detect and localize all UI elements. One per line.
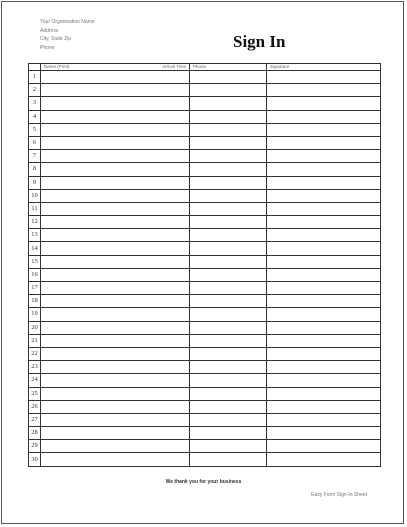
row-number: 3	[29, 97, 41, 110]
phone-cell[interactable]	[190, 347, 267, 360]
row-number: 5	[29, 123, 41, 136]
phone-cell[interactable]	[190, 216, 267, 229]
signature-cell[interactable]	[267, 71, 381, 84]
row-number: 22	[29, 347, 41, 360]
phone-cell[interactable]	[190, 400, 267, 413]
name-cell[interactable]	[41, 334, 190, 347]
signature-cell[interactable]	[267, 97, 381, 110]
row-number: 15	[29, 255, 41, 268]
name-cell[interactable]	[41, 71, 190, 84]
row-number: 18	[29, 295, 41, 308]
header-name-arrival	[41, 64, 190, 71]
page-title: Sign In	[233, 32, 286, 51]
table-row	[29, 268, 381, 281]
row-number: 25	[29, 387, 41, 400]
name-cell[interactable]	[41, 308, 190, 321]
row-number: 19	[29, 308, 41, 321]
signature-cell[interactable]	[267, 163, 381, 176]
signature-cell[interactable]	[267, 150, 381, 163]
row-number: 24	[29, 374, 41, 387]
phone-cell[interactable]	[190, 387, 267, 400]
phone-cell[interactable]	[190, 255, 267, 268]
row-number: 7	[29, 150, 41, 163]
row-number: 21	[29, 334, 41, 347]
phone-cell[interactable]	[190, 97, 267, 110]
phone-cell[interactable]	[190, 321, 267, 334]
organization-header	[40, 18, 95, 52]
phone-cell[interactable]	[190, 123, 267, 136]
signature-cell[interactable]	[267, 84, 381, 97]
thank-you-note: We thank you for your business	[165, 479, 242, 485]
row-number: 6	[29, 136, 41, 149]
signature-cell[interactable]	[267, 308, 381, 321]
table-row	[29, 295, 381, 308]
signature-cell[interactable]	[267, 374, 381, 387]
row-number: 27	[29, 413, 41, 426]
table-row	[29, 123, 381, 136]
phone-cell[interactable]	[190, 163, 267, 176]
row-number: 9	[29, 176, 41, 189]
signature-cell[interactable]	[267, 136, 381, 149]
name-cell[interactable]	[41, 440, 190, 453]
signature-cell[interactable]	[267, 202, 381, 215]
phone-cell[interactable]	[190, 176, 267, 189]
sign-in-table	[28, 63, 381, 467]
table-row	[29, 242, 381, 255]
table-row	[29, 427, 381, 440]
table-row	[29, 347, 381, 360]
signature-cell[interactable]	[267, 216, 381, 229]
signature-cell[interactable]	[267, 123, 381, 136]
row-number: 17	[29, 282, 41, 295]
name-cell[interactable]	[41, 400, 190, 413]
row-number: 30	[29, 453, 41, 466]
table-row	[29, 387, 381, 400]
name-cell[interactable]	[41, 110, 190, 123]
table-row	[29, 176, 381, 189]
phone-cell[interactable]	[190, 334, 267, 347]
organization-city: City, State Zip	[40, 36, 72, 42]
table-row	[29, 189, 381, 202]
name-cell[interactable]	[41, 242, 190, 255]
signature-cell[interactable]	[267, 427, 381, 440]
table-row	[29, 400, 381, 413]
signature-cell[interactable]	[267, 361, 381, 374]
header-number	[29, 64, 41, 71]
signature-cell[interactable]	[267, 347, 381, 360]
signature-cell[interactable]	[267, 282, 381, 295]
name-cell[interactable]	[41, 163, 190, 176]
row-number: 12	[29, 216, 41, 229]
name-cell[interactable]	[41, 347, 190, 360]
signature-cell[interactable]	[267, 229, 381, 242]
table-row	[29, 308, 381, 321]
table-row	[29, 255, 381, 268]
signature-cell[interactable]	[267, 295, 381, 308]
name-cell[interactable]	[41, 268, 190, 281]
row-number: 29	[29, 440, 41, 453]
phone-cell[interactable]	[190, 71, 267, 84]
row-number: 11	[29, 202, 41, 215]
row-number: 16	[29, 268, 41, 281]
signature-cell[interactable]	[267, 268, 381, 281]
table-row	[29, 71, 381, 84]
header-signature: Signature	[267, 64, 381, 71]
table-row	[29, 110, 381, 123]
name-cell[interactable]	[41, 202, 190, 215]
signature-cell[interactable]	[267, 453, 381, 466]
name-cell[interactable]	[41, 321, 190, 334]
table-row	[29, 334, 381, 347]
name-cell[interactable]	[41, 361, 190, 374]
row-number: 4	[29, 110, 41, 123]
signature-cell[interactable]	[267, 440, 381, 453]
name-cell[interactable]	[41, 255, 190, 268]
phone-cell[interactable]	[190, 453, 267, 466]
table-row	[29, 163, 381, 176]
phone-cell[interactable]	[190, 440, 267, 453]
row-number: 2	[29, 84, 41, 97]
table-row	[29, 84, 381, 97]
name-cell[interactable]	[41, 453, 190, 466]
table-row	[29, 453, 381, 466]
signature-cell[interactable]	[267, 413, 381, 426]
name-cell[interactable]	[41, 374, 190, 387]
header-name: Name (Print)	[44, 64, 70, 69]
signature-cell[interactable]	[267, 387, 381, 400]
name-cell[interactable]	[41, 413, 190, 426]
phone-cell[interactable]	[190, 268, 267, 281]
organization-phone: Phone	[40, 44, 55, 51]
name-cell[interactable]	[41, 136, 190, 149]
row-number: 13	[29, 229, 41, 242]
table-row	[29, 216, 381, 229]
name-cell[interactable]	[41, 427, 190, 440]
name-cell[interactable]	[41, 150, 190, 163]
table-row	[29, 229, 381, 242]
signature-cell[interactable]	[267, 334, 381, 347]
phone-cell[interactable]	[190, 229, 267, 242]
name-cell[interactable]	[41, 229, 190, 242]
name-cell[interactable]	[41, 123, 190, 136]
table-row	[29, 150, 381, 163]
phone-cell[interactable]	[190, 150, 267, 163]
name-cell[interactable]	[41, 189, 190, 202]
phone-cell[interactable]	[190, 295, 267, 308]
signature-cell[interactable]	[267, 255, 381, 268]
row-number: 26	[29, 400, 41, 413]
phone-cell[interactable]	[190, 110, 267, 123]
row-number: 14	[29, 242, 41, 255]
phone-cell[interactable]	[190, 361, 267, 374]
phone-cell[interactable]	[190, 427, 267, 440]
phone-cell[interactable]	[190, 136, 267, 149]
organization-name: Your Organization Name	[40, 19, 95, 25]
form-identifier: Easy Form Sign-In Sheet	[311, 492, 367, 498]
phone-cell[interactable]	[190, 308, 267, 321]
phone-cell[interactable]	[190, 202, 267, 215]
table-row	[29, 413, 381, 426]
phone-cell[interactable]	[190, 84, 267, 97]
table-row	[29, 361, 381, 374]
phone-cell[interactable]	[190, 242, 267, 255]
name-cell[interactable]	[41, 387, 190, 400]
table-row	[29, 202, 381, 215]
row-number: 28	[29, 427, 41, 440]
phone-cell[interactable]	[190, 282, 267, 295]
name-cell[interactable]	[41, 282, 190, 295]
table-row	[29, 440, 381, 453]
signature-cell[interactable]	[267, 176, 381, 189]
signature-cell[interactable]	[267, 189, 381, 202]
table-row	[29, 97, 381, 110]
header-phone: Phone	[190, 64, 267, 71]
name-cell[interactable]	[41, 176, 190, 189]
phone-cell[interactable]	[190, 374, 267, 387]
phone-cell[interactable]	[190, 413, 267, 426]
table-row	[29, 136, 381, 149]
signature-cell[interactable]	[267, 321, 381, 334]
signature-cell[interactable]	[267, 242, 381, 255]
row-number: 20	[29, 321, 41, 334]
row-number: 8	[29, 163, 41, 176]
name-cell[interactable]	[41, 295, 190, 308]
signature-cell[interactable]	[267, 400, 381, 413]
table-row	[29, 282, 381, 295]
row-number: 1	[29, 71, 41, 84]
name-cell[interactable]	[41, 216, 190, 229]
header-arrival: Arrival Time	[162, 64, 186, 69]
table-header-row	[29, 64, 381, 71]
signature-cell[interactable]	[267, 110, 381, 123]
organization-address: Address	[40, 27, 59, 34]
table-row	[29, 374, 381, 387]
row-number: 23	[29, 361, 41, 374]
phone-cell[interactable]	[190, 189, 267, 202]
table-row	[29, 321, 381, 334]
name-cell[interactable]	[41, 84, 190, 97]
row-number: 10	[29, 189, 41, 202]
name-cell[interactable]	[41, 97, 190, 110]
